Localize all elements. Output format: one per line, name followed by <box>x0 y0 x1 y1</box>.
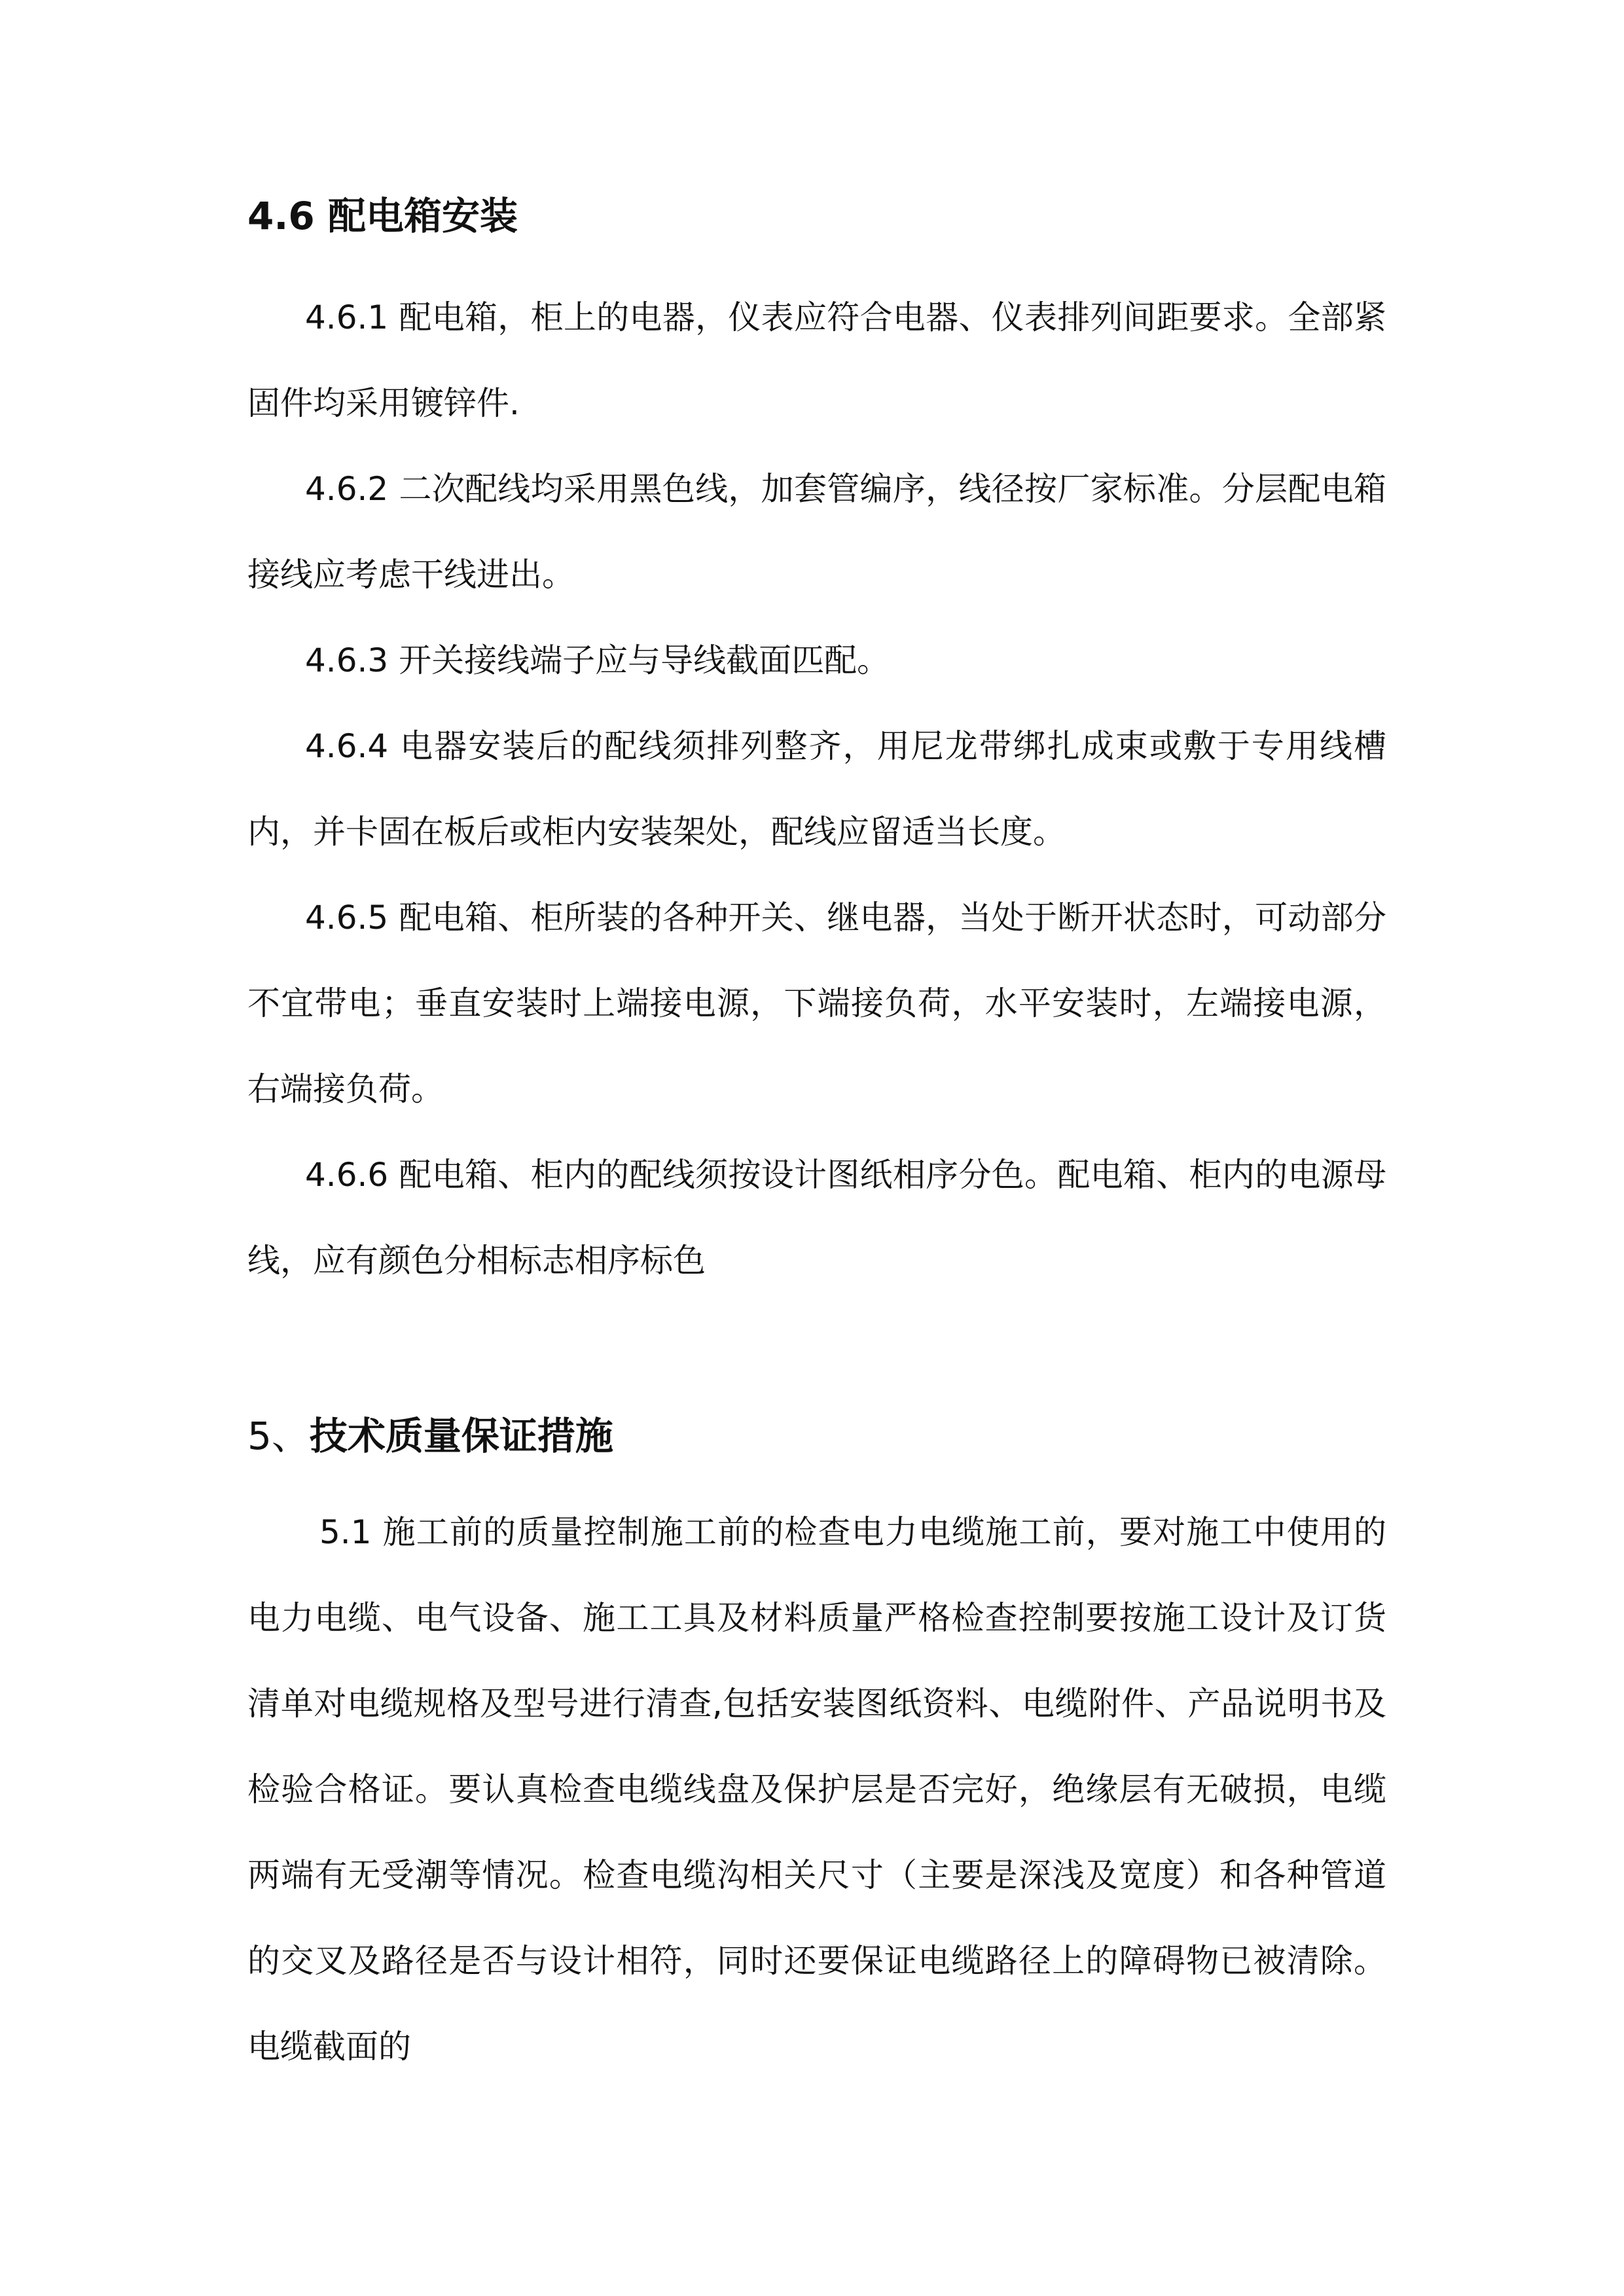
section-heading-4-6: 4.6 配电箱安装 <box>247 194 518 238</box>
section-heading-5 <box>247 1410 1386 1462</box>
paragraph-5-1: 5.1 施工前的质量控制施工前的检查电力电缆施工前，要对施工中使用的电力电缆、电气设备、施工工具及材料质量严格检查控制要按施工设计及订货清单对电缆规格及型号进行清查,包括安装图纸资料、电缆附件、产品说明书及检验合格证。要认真检查电缆线盘及保护层是否完好，绝缘层有无破损，电缆两端有无受潮等情况。检查电缆沟相关尺寸（主要是深浅及宽度）和各种管道的交叉及路径是否与设计相符，同时还要保证电缆路径上的障碍物已被清除。电缆截面的 <box>247 1513 1386 2066</box>
paragraph-4-6-2: 4.6.2 二次配线均采用黑色线，加套管编序，线径按厂家标准。分层配电箱接线应考虑干线进出。 <box>247 470 1386 594</box>
paragraph-4-6-3: 4.6.3 开关接线端子应与导线截面匹配。 <box>305 641 890 679</box>
document-page <box>247 190 1386 2090</box>
paragraph-4-6-1: 4.6.1 配电箱，柜上的电器，仪表应符合电器、仪表排列间距要求。全部紧固件均采用镀锌件. <box>247 298 1386 422</box>
paragraph-4-6-5: 4.6.5 配电箱、柜所装的各种开关、继电器，当处于断开状态时，可动部分不宜带电；垂直安装时上端接电源，下端接负荷，水平安装时，左端接电源，右端接负荷。 <box>247 899 1386 1108</box>
section-title: 技术质量保证措施 <box>309 1414 613 1458</box>
paragraph-4-6-6: 4.6.6 配电箱、柜内的配线须按设计图纸相序分色。配电箱、柜内的电源母线，应有颜色分相标志相序标色 <box>247 1156 1386 1280</box>
paragraph-4-6-4: 4.6.4 电器安装后的配线须排列整齐，用尼龙带绑扎成束或敷于专用线槽内，并卡固在板后或柜内安装架处，配线应留适当长度。 <box>247 727 1386 851</box>
section-number: 5、 <box>247 1414 310 1458</box>
